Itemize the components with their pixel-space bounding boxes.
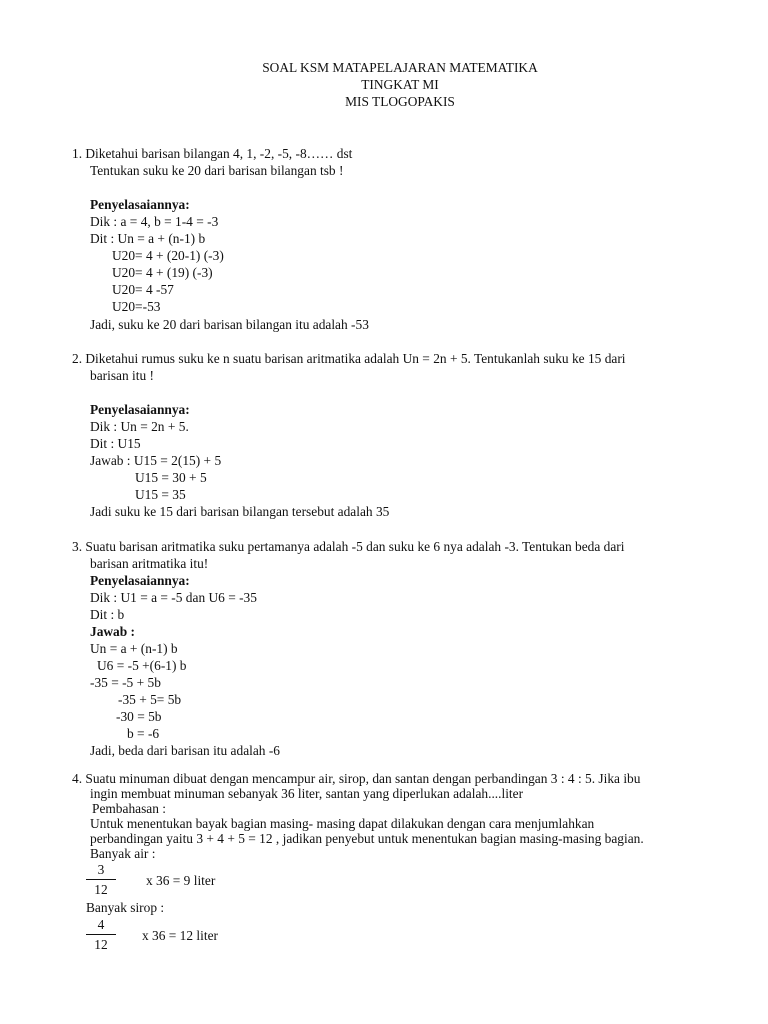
q3-step-6: b = -6 — [127, 726, 160, 741]
q4-air-result: x 36 = 9 liter — [146, 873, 216, 888]
q4-question-line-1: 4. Suatu minuman dibuat dengan mencampur air, sirop, dan santan dengan perbandingan 3 : 4 : 5. Jika ibu — [72, 771, 641, 786]
q3-step-3: -35 = -5 + 5b — [90, 675, 161, 690]
q3-solution-heading: Penyelasaiannya: — [90, 573, 190, 588]
q3-question-line-2: barisan aritmatika itu! — [90, 556, 209, 571]
q4-sirop-label: Banyak sirop : — [86, 900, 165, 915]
q4-air-numerator: 3 — [97, 862, 105, 877]
q3-step-4: -35 + 5= 5b — [118, 692, 182, 707]
q4-air-denominator: 12 — [94, 882, 108, 897]
q3-step-2: U6 = -5 +(6-1) b — [97, 658, 187, 673]
q1-step-3: U20= 4 -57 — [112, 282, 174, 297]
q2-answer: Jadi suku ke 15 dari barisan bilangan tersebut adalah 35 — [90, 504, 390, 519]
q4-explanation-line-1: Untuk menentukan bayak bagian masing- masing dapat dilakukan dengan cara menjumlahkan — [90, 816, 595, 831]
q1-question-line-2: Tentukan suku ke 20 dari barisan bilangan tsb ! — [90, 163, 344, 178]
q1-step-2: U20= 4 + (19) (-3) — [112, 265, 213, 280]
q2-jawab: Jawab : U15 = 2(15) + 5 — [90, 453, 222, 468]
q1-dit: Dit : Un = a + (n-1) b — [90, 231, 206, 246]
q2-question-line-2: barisan itu ! — [90, 368, 154, 383]
doc-level: TINGKAT MI — [361, 77, 439, 92]
fraction-bar — [86, 879, 116, 880]
q1-step-4: U20=-53 — [112, 299, 161, 314]
q2-question-line-1: 2. Diketahui rumus suku ke n suatu barisan aritmatika adalah Un = 2n + 5. Tentukanlah suku ke 15 dari — [72, 351, 626, 366]
q4-sirop-numerator: 4 — [97, 917, 105, 932]
q3-question-line-1: 3. Suatu barisan aritmatika suku pertamanya adalah -5 dan suku ke 6 nya adalah -3. Tentukan beda dari — [72, 539, 625, 554]
q1-dik: Dik : a = 4, b = 1-4 = -3 — [90, 214, 219, 229]
q2-solution-heading: Penyelasaiannya: — [90, 402, 190, 417]
q1-step-1: U20= 4 + (20-1) (-3) — [112, 248, 224, 263]
q4-air-label: Banyak air : — [90, 846, 156, 861]
q4-sirop-denominator: 12 — [94, 937, 108, 952]
q1-question-line-1: 1. Diketahui barisan bilangan 4, 1, -2, -5, -8…… dst — [72, 146, 353, 161]
q4-air-fraction — [86, 862, 116, 898]
q4-pembahasan: Pembahasan : — [92, 801, 167, 816]
q2-step-1: U15 = 30 + 5 — [135, 470, 207, 485]
doc-title: SOAL KSM MATAPELAJARAN MATEMATIKA — [262, 60, 538, 75]
q1-answer: Jadi, suku ke 20 dari barisan bilangan itu adalah -53 — [90, 317, 369, 332]
q4-sirop-result: x 36 = 12 liter — [142, 928, 218, 943]
q1-solution-heading: Penyelasaiannya: — [90, 197, 190, 212]
q3-dik: Dik : U1 = a = -5 dan U6 = -35 — [90, 590, 257, 605]
q4-sirop-fraction — [86, 917, 116, 953]
q3-step-5: -30 = 5b — [116, 709, 162, 724]
q3-dit: Dit : b — [90, 607, 125, 622]
q4-question-line-2: ingin membuat minuman sebanyak 36 liter, santan yang diperlukan adalah....liter — [90, 786, 524, 801]
q3-step-1: Un = a + (n-1) b — [90, 641, 178, 656]
q3-jawab: Jawab : — [90, 624, 136, 639]
fraction-bar — [86, 934, 116, 935]
q3-answer: Jadi, beda dari barisan itu adalah -6 — [90, 743, 280, 758]
q4-explanation-line-2: perbandingan yaitu 3 + 4 + 5 = 12 , jadikan penyebut untuk menentukan bagian masing-masing bagian. — [90, 831, 644, 846]
doc-school: MIS TLOGOPAKIS — [345, 94, 455, 109]
q2-step-2: U15 = 35 — [135, 487, 186, 502]
q2-dit: Dit : U15 — [90, 436, 141, 451]
q2-dik: Dik : Un = 2n + 5. — [90, 419, 189, 434]
